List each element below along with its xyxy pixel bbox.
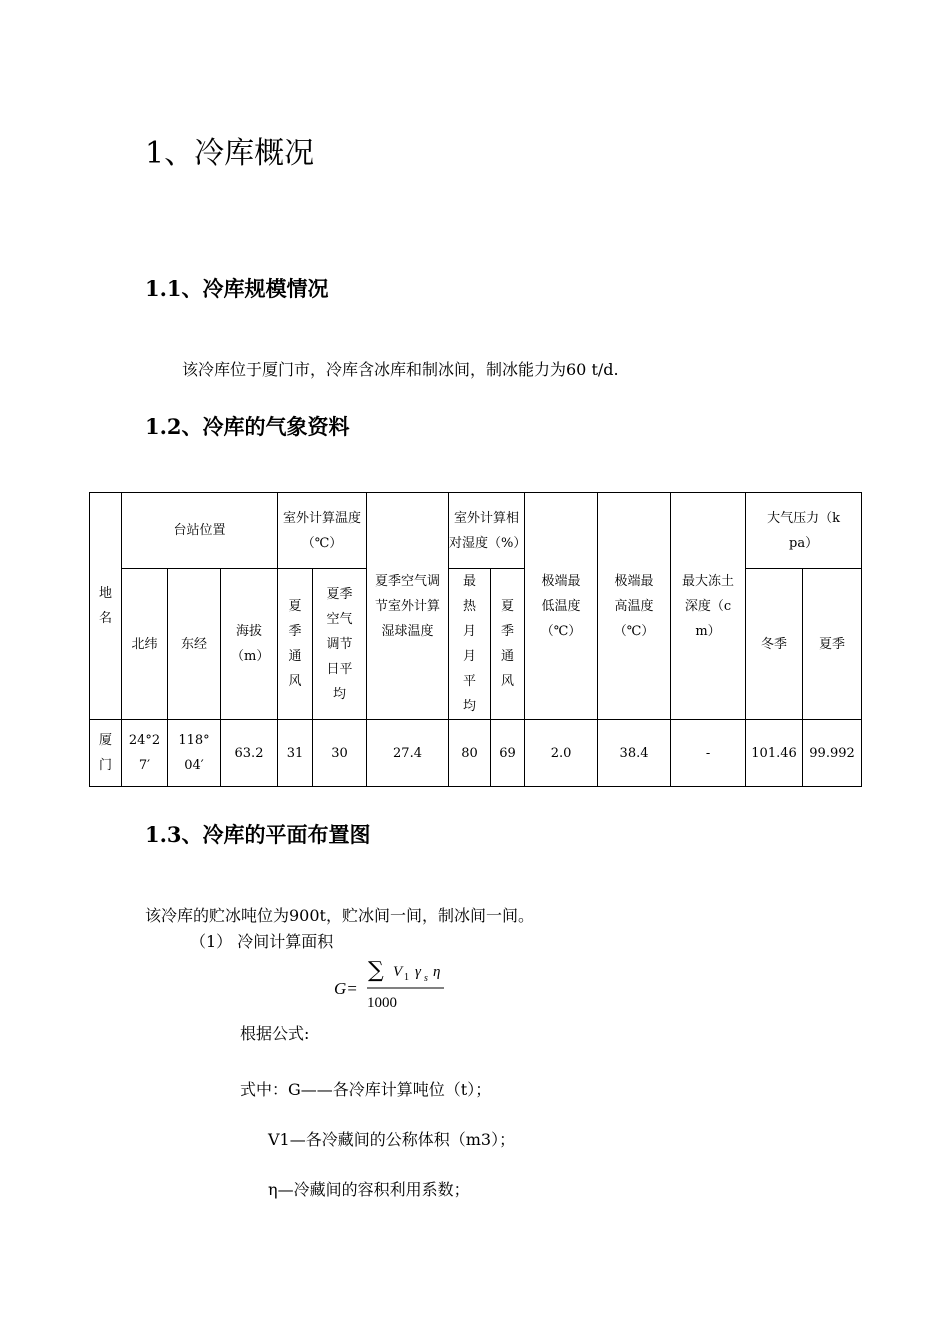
definition-v1: V1—各冷藏间的公称体积（m3）； <box>268 1130 516 1149</box>
header-summer: 夏季 <box>803 569 862 720</box>
formula-lhs: G= <box>334 979 358 998</box>
header-winter: 冬季 <box>746 569 803 720</box>
header-pressure: 大气压力（kpa） <box>746 493 862 569</box>
cell-altitude: 63.2 <box>221 720 278 787</box>
cell-summer-vent: 31 <box>278 720 313 787</box>
cell-frost-depth: - <box>671 720 746 787</box>
definition-eta: η—冷藏间的容积利用系数； <box>268 1180 470 1199</box>
formula-eta: η <box>433 964 441 980</box>
header-outdoor-temp: 室外计算温度（℃） <box>278 493 367 569</box>
cell-longitude: 118°04′ <box>168 720 221 787</box>
cell-summer-vent-rh: 69 <box>491 720 525 787</box>
cell-extreme-min: 2.0 <box>525 720 598 787</box>
chapter-title: 1、冷库概况 <box>145 136 315 171</box>
section-1-3-paragraph: 该冷库的贮冰吨位为900t，贮冰间一间，制冰间一间。 <box>145 906 534 925</box>
cell-winter: 101.46 <box>746 720 803 787</box>
header-summer-ac-wetbulb: 夏季空气调节室外计算湿球温度 <box>367 493 449 720</box>
header-frost-depth: 最大冻土深度（cm） <box>671 493 746 720</box>
cell-latitude: 24°27′ <box>122 720 168 787</box>
formula-denominator: 1000 <box>367 995 397 1011</box>
climate-table <box>89 492 862 787</box>
formula-v-sub: 1 <box>404 972 409 983</box>
header-extreme-min: 极端最低温度（℃） <box>525 493 598 720</box>
header-summer-vent-rh: 夏季通风 <box>491 569 525 720</box>
header-summer-ac-daily: 夏季空气调节日平均 <box>313 569 367 720</box>
header-place: 地名 <box>90 493 122 720</box>
section-1-1-paragraph: 该冷库位于厦门市，冷库含冰库和制冰间，制冰能力为60 t/d. <box>182 360 619 379</box>
formula-basis: 根据公式: <box>240 1024 310 1043</box>
header-hottest-month: 最热月月平均 <box>449 569 491 720</box>
section-title-1-2: 1.2、冷库的气象资料 <box>145 414 350 439</box>
header-relative-humidity: 室外计算相对湿度（%） <box>449 493 525 569</box>
cell-extreme-max: 38.4 <box>598 720 671 787</box>
cell-place: 厦门 <box>90 720 122 787</box>
section-title-1-1: 1.1、冷库规模情况 <box>145 276 329 301</box>
definition-g: 式中：G——各冷库计算吨位（t）； <box>240 1080 492 1099</box>
cell-summer: 99.992 <box>803 720 862 787</box>
header-longitude: 东经 <box>168 569 221 720</box>
header-summer-vent: 夏季通风 <box>278 569 313 720</box>
header-altitude: 海拔（m） <box>221 569 278 720</box>
cell-hottest-month: 80 <box>449 720 491 787</box>
formula-v: V <box>393 964 403 980</box>
header-station: 台站位置 <box>122 493 278 569</box>
tonnage-formula <box>334 955 454 1013</box>
formula-gamma: γ <box>415 964 421 980</box>
formula-sum: ∑ <box>368 958 384 983</box>
formula-gamma-sub: s <box>424 973 428 984</box>
cell-wetbulb: 27.4 <box>367 720 449 787</box>
list-item-1: （1） 冷间计算面积 <box>190 932 334 951</box>
header-extreme-max: 极端最高温度（℃） <box>598 493 671 720</box>
header-latitude: 北纬 <box>122 569 168 720</box>
section-title-1-3: 1.3、冷库的平面布置图 <box>145 822 371 847</box>
cell-summer-ac: 30 <box>313 720 367 787</box>
